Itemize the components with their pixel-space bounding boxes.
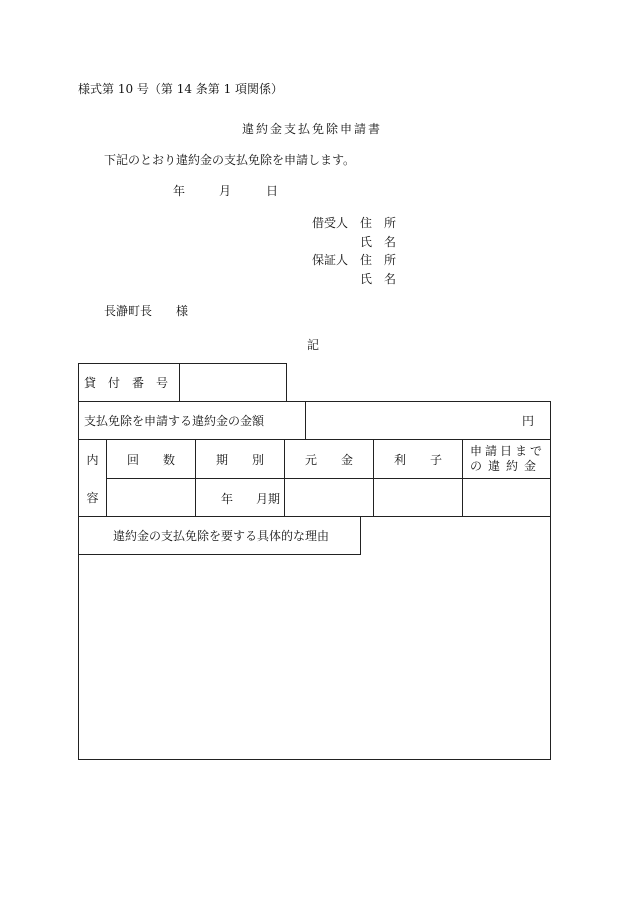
- intro-text: 下記のとおり違約金の支払免除を申請します。: [104, 153, 356, 167]
- date-year-label: 年: [173, 184, 186, 198]
- header-penalty: [470, 444, 546, 476]
- period-month-label: 月期: [256, 492, 281, 506]
- header-kibetsu: 期 別: [215, 452, 264, 467]
- document-title: 違約金支払免除申請書: [242, 122, 383, 136]
- naiyo-label-top: 内: [86, 452, 99, 467]
- guarantor-address-label: 住 所: [360, 253, 397, 267]
- loan-number-field[interactable]: [180, 364, 286, 401]
- borrower-address-label: 住 所: [360, 216, 397, 230]
- amount-field[interactable]: [306, 402, 516, 439]
- amount-unit: 円: [522, 414, 535, 428]
- table-line: [550, 401, 551, 760]
- period-year-label: 年: [221, 492, 234, 506]
- date-month-label: 月: [219, 184, 232, 198]
- borrower-name-label: 氏 名: [360, 235, 397, 249]
- header-penalty-line1: 申請日まで: [470, 444, 546, 458]
- reason-label: 違約金の支払免除を要する具体的な理由: [113, 529, 330, 543]
- table-line: [360, 516, 361, 555]
- table-line: [78, 759, 551, 760]
- header-kaisu: 回 数: [126, 452, 175, 467]
- guarantor-label: 保証人: [312, 253, 349, 267]
- table-line: [78, 554, 361, 555]
- ganking-field[interactable]: [285, 479, 373, 516]
- header-risoku: 利 子: [393, 452, 442, 467]
- naiyo-label-bottom: 容: [86, 490, 99, 505]
- borrower-label: 借受人: [312, 216, 349, 230]
- penalty-field[interactable]: [463, 479, 550, 516]
- table-line: [286, 363, 287, 401]
- guarantor-name-label: 氏 名: [360, 272, 397, 286]
- kaisu-field[interactable]: [107, 479, 195, 516]
- reason-field[interactable]: [79, 556, 550, 759]
- header-penalty-line2: の違約金: [470, 459, 543, 473]
- addressee: 長瀞町長 様: [104, 304, 189, 318]
- ki-label: 記: [307, 338, 320, 352]
- header-ganking: 元 金: [304, 452, 353, 467]
- risoku-field[interactable]: [374, 479, 462, 516]
- form-number: 様式第 10 号（第 14 条第 1 項関係）: [78, 82, 284, 96]
- loan-number-label: 貸 付 番 号: [84, 376, 169, 390]
- amount-label: 支払免除を申請する違約金の金額: [84, 414, 265, 428]
- date-day-label: 日: [266, 184, 279, 198]
